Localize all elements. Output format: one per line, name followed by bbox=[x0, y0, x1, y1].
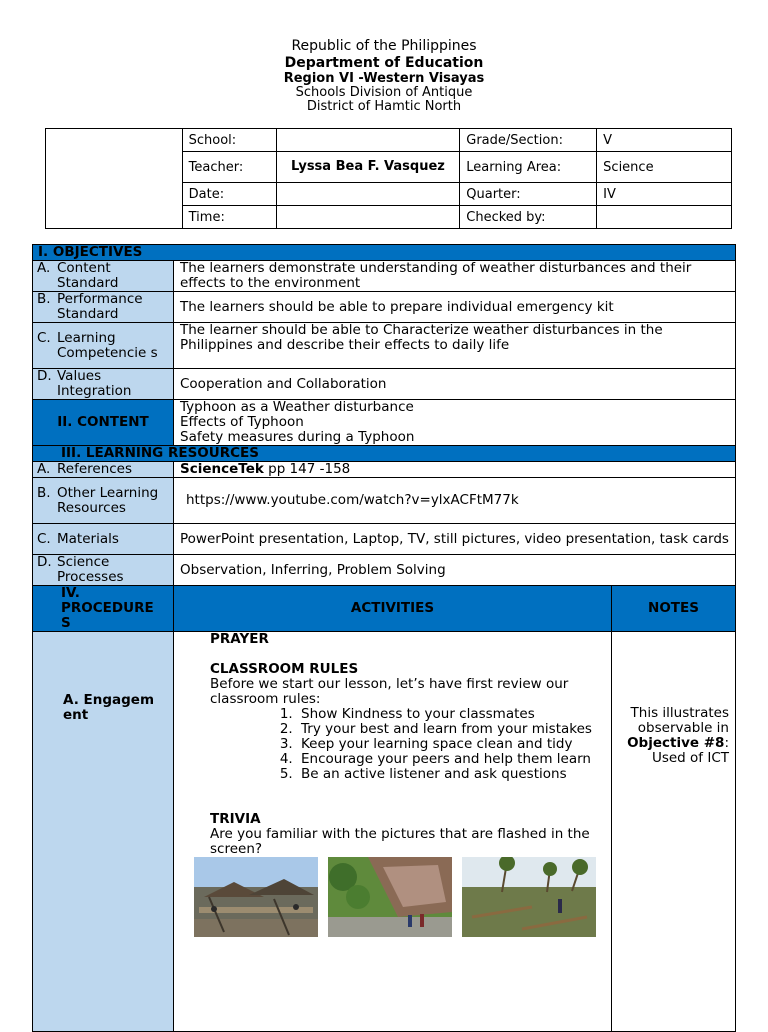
teacher-value: Lyssa Bea F. Vasquez bbox=[276, 152, 460, 183]
references-book: ScienceTek bbox=[180, 461, 264, 477]
header-district: District of Hamtic North bbox=[306, 99, 462, 114]
competencies-label: C. Learning Competencie s bbox=[33, 323, 174, 369]
activities-header: ACTIVITIES bbox=[174, 586, 612, 632]
values-label: D. Values Integration bbox=[33, 369, 174, 400]
values-value: Cooperation and Collaboration bbox=[174, 369, 736, 400]
teacher-label: Teacher: bbox=[182, 152, 276, 183]
materials-label: C. Materials bbox=[33, 524, 174, 555]
content-heading: II. CONTENT bbox=[33, 400, 174, 446]
references-label: A. References bbox=[33, 462, 174, 478]
lesson-plan-table bbox=[32, 244, 736, 1032]
quarter-value: IV bbox=[597, 183, 732, 206]
grade-value: V bbox=[597, 129, 732, 152]
content-topic: Effects of Typhoon bbox=[180, 414, 304, 430]
area-value: Science bbox=[597, 152, 732, 183]
rule-item: 1. Show Kindness to your classmates bbox=[297, 707, 603, 722]
content-standard-label: A. Content Standard bbox=[33, 261, 174, 292]
landslide-photo bbox=[328, 857, 452, 937]
date-label: Date: bbox=[182, 183, 276, 206]
school-value bbox=[276, 129, 460, 152]
engagement-activities bbox=[174, 632, 612, 1032]
engagement-label: A. Engagem ent bbox=[33, 632, 174, 1032]
date-value bbox=[276, 183, 460, 206]
objectives-heading: I. OBJECTIVES bbox=[33, 245, 736, 261]
science-processes-label: D. Science Processes bbox=[33, 555, 174, 586]
header-division: Schools Division of Antique bbox=[295, 85, 473, 100]
rules-list bbox=[210, 707, 603, 782]
engagement-notes bbox=[612, 632, 736, 1032]
time-value bbox=[276, 206, 460, 229]
science-processes-value: Observation, Inferring, Problem Solving bbox=[174, 555, 736, 586]
rule-item: 3. Keep your learning space clean and tidy bbox=[297, 737, 603, 752]
content-topic: Typhoon as a Weather disturbance bbox=[180, 399, 414, 415]
rule-item: 4. Encourage your peers and help them learn bbox=[297, 752, 603, 767]
fallen-trees-photo bbox=[462, 857, 596, 937]
notes-objective: Objective #8: bbox=[627, 735, 729, 751]
checked-value bbox=[597, 206, 732, 229]
header-department: Department of Education bbox=[284, 55, 484, 71]
competencies-value: The learner should be able to Characterize weather disturbances in the Philippines and describe their effects to daily life bbox=[174, 323, 736, 369]
logo-cell bbox=[46, 129, 183, 229]
typhoon-damage-photo bbox=[194, 857, 318, 937]
performance-standard-value: The learners should be able to prepare individual emergency kit bbox=[174, 292, 736, 323]
time-label: Time: bbox=[182, 206, 276, 229]
prayer-title: PRAYER bbox=[210, 631, 269, 647]
content-topic: Safety measures during a Typhoon bbox=[180, 429, 415, 445]
trivia-title: TRIVIA bbox=[210, 811, 261, 827]
procedures-header: IV. PROCEDURE S bbox=[33, 586, 174, 632]
header-region: Region VI -Western Visayas bbox=[283, 71, 485, 86]
school-label: School: bbox=[182, 129, 276, 152]
notes-ict: Used of ICT bbox=[651, 750, 729, 766]
header-republic: Republic of the Philippines bbox=[291, 38, 477, 54]
content-topics bbox=[174, 400, 736, 446]
rules-intro: Before we start our lesson, let’s have first review our classroom rules: bbox=[210, 676, 569, 707]
other-resources-label: B. Other Learning Resources bbox=[33, 478, 174, 524]
notes-text: This illustrates observable in bbox=[630, 705, 729, 736]
rules-title: CLASSROOM RULES bbox=[210, 661, 359, 677]
notes-header: NOTES bbox=[612, 586, 736, 632]
rule-item: 5. Be an active listener and ask questions bbox=[297, 767, 603, 782]
area-label: Learning Area: bbox=[460, 152, 597, 183]
materials-value: PowerPoint presentation, Laptop, TV, still pictures, video presentation, task cards bbox=[174, 524, 736, 555]
references-value bbox=[174, 462, 736, 478]
resources-heading: III. LEARNING RESOURCES bbox=[33, 446, 736, 462]
content-standard-value: The learners demonstrate understanding of weather disturbances and their effects to the environment bbox=[174, 261, 736, 292]
resource-link[interactable]: https://www.youtube.com/watch?v=ylxACFtM77k bbox=[174, 478, 736, 524]
performance-standard-label: B. Performance Standard bbox=[33, 292, 174, 323]
grade-label: Grade/Section: bbox=[460, 129, 597, 152]
trivia-pictures bbox=[194, 857, 603, 937]
rule-item: 2. Try your best and learn from your mistakes bbox=[297, 722, 603, 737]
checked-label: Checked by: bbox=[460, 206, 597, 229]
info-table bbox=[45, 128, 732, 229]
trivia-text: Are you familiar with the pictures that are flashed in the screen? bbox=[210, 826, 590, 857]
references-pages: pp 147 -158 bbox=[263, 461, 351, 477]
quarter-label: Quarter: bbox=[460, 183, 597, 206]
